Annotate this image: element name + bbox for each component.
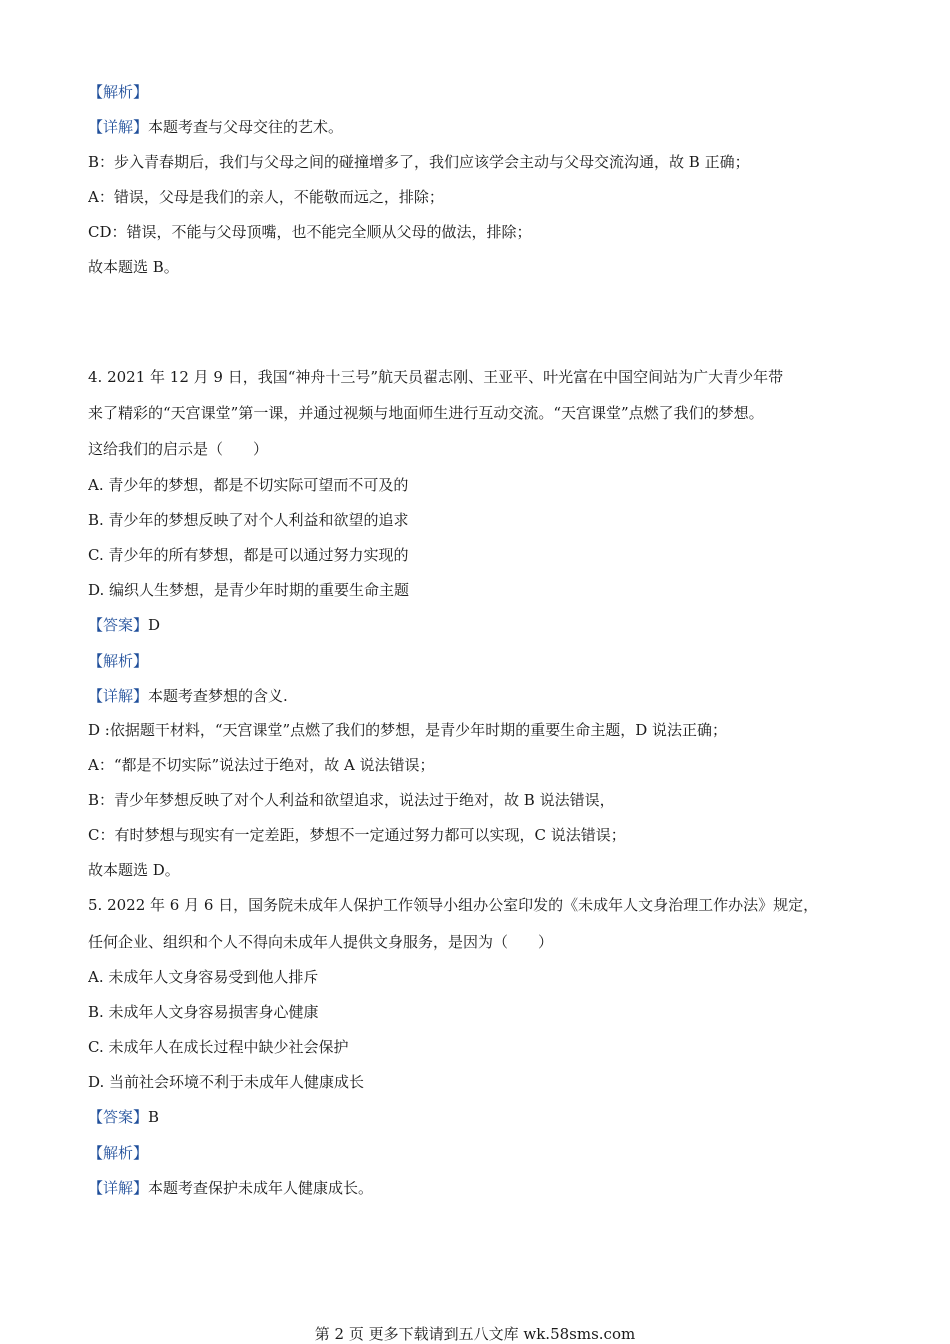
question-stem: 任何企业、组织和个人不得向未成年人提供文身服务，是因为（ ） xyxy=(88,933,554,951)
option-b: B. 未成年人文身容易损害身心健康 xyxy=(88,1003,319,1021)
analysis-heading: 【解析】 xyxy=(88,1144,149,1162)
detail-line: 【详解】本题考查梦想的含义. xyxy=(88,687,288,705)
option-a: A. 未成年人文身容易受到他人排斥 xyxy=(88,968,319,986)
explanation-line: D :依据题干材料，“天宫课堂”点燃了我们的梦想，是青少年时期的重要生命主题，D 说法正确； xyxy=(88,721,727,739)
analysis-heading: 【解析】 xyxy=(88,83,149,101)
option-a: A. 青少年的梦想，都是不切实际可望而不可及的 xyxy=(88,476,409,494)
question-stem: 5. 2022 年 6 月 6 日，国务院未成年人保护工作领导小组办公室印发的《未成年人文身治理工作办法》规定， xyxy=(88,896,819,914)
conclusion-line: 故本题选 B。 xyxy=(88,258,179,276)
explanation-line: C：有时梦想与现实有一定差距，梦想不一定通过努力都可以实现，C 说法错误； xyxy=(88,826,626,844)
option-c: C. 未成年人在成长过程中缺少社会保护 xyxy=(88,1038,349,1056)
option-b: B. 青少年的梦想反映了对个人利益和欲望的追求 xyxy=(88,511,409,529)
question-stem: 来了精彩的“天宫课堂”第一课，并通过视频与地面师生进行互动交流。“天宫课堂”点燃了我们的梦想。 xyxy=(88,404,764,422)
option-d: D. 当前社会环境不利于未成年人健康成长 xyxy=(88,1073,365,1091)
detail-line: 【详解】本题考查保护未成年人健康成长。 xyxy=(88,1179,374,1197)
explanation-line: B：步入青春期后，我们与父母之间的碰撞增多了，我们应该学会主动与父母交流沟通，故 B 正确； xyxy=(88,153,750,171)
question-stem: 这给我们的启示是（ ） xyxy=(88,440,269,458)
detail-line: 【详解】本题考查与父母交往的艺术。 xyxy=(88,118,344,136)
explanation-line: CD：错误，不能与父母顶嘴，也不能完全顺从父母的做法，排除； xyxy=(88,223,532,241)
conclusion-line: 故本题选 D。 xyxy=(88,861,180,879)
answer-line: 【答案】D xyxy=(88,616,161,634)
explanation-line: A：错误，父母是我们的亲人，不能敬而远之，排除； xyxy=(88,188,444,206)
explanation-line: A：“都是不切实际”说法过于绝对，故 A 说法错误； xyxy=(88,756,435,774)
question-stem: 4. 2021 年 12 月 9 日，我国“神舟十三号”航天员翟志刚、王亚平、叶光富在中国空间站为广大青少年带 xyxy=(88,368,784,386)
option-d: D. 编织人生梦想，是青少年时期的重要生命主题 xyxy=(88,581,410,599)
explanation-line: B：青少年梦想反映了对个人利益和欲望追求，说法过于绝对，故 B 说法错误， xyxy=(88,791,615,809)
page-footer: 第 2 页 更多下载请到五八文库 wk.58sms.com xyxy=(314,1325,636,1343)
answer-line: 【答案】B xyxy=(88,1108,160,1126)
option-c: C. 青少年的所有梦想，都是可以通过努力实现的 xyxy=(88,546,409,564)
analysis-heading: 【解析】 xyxy=(88,652,149,670)
